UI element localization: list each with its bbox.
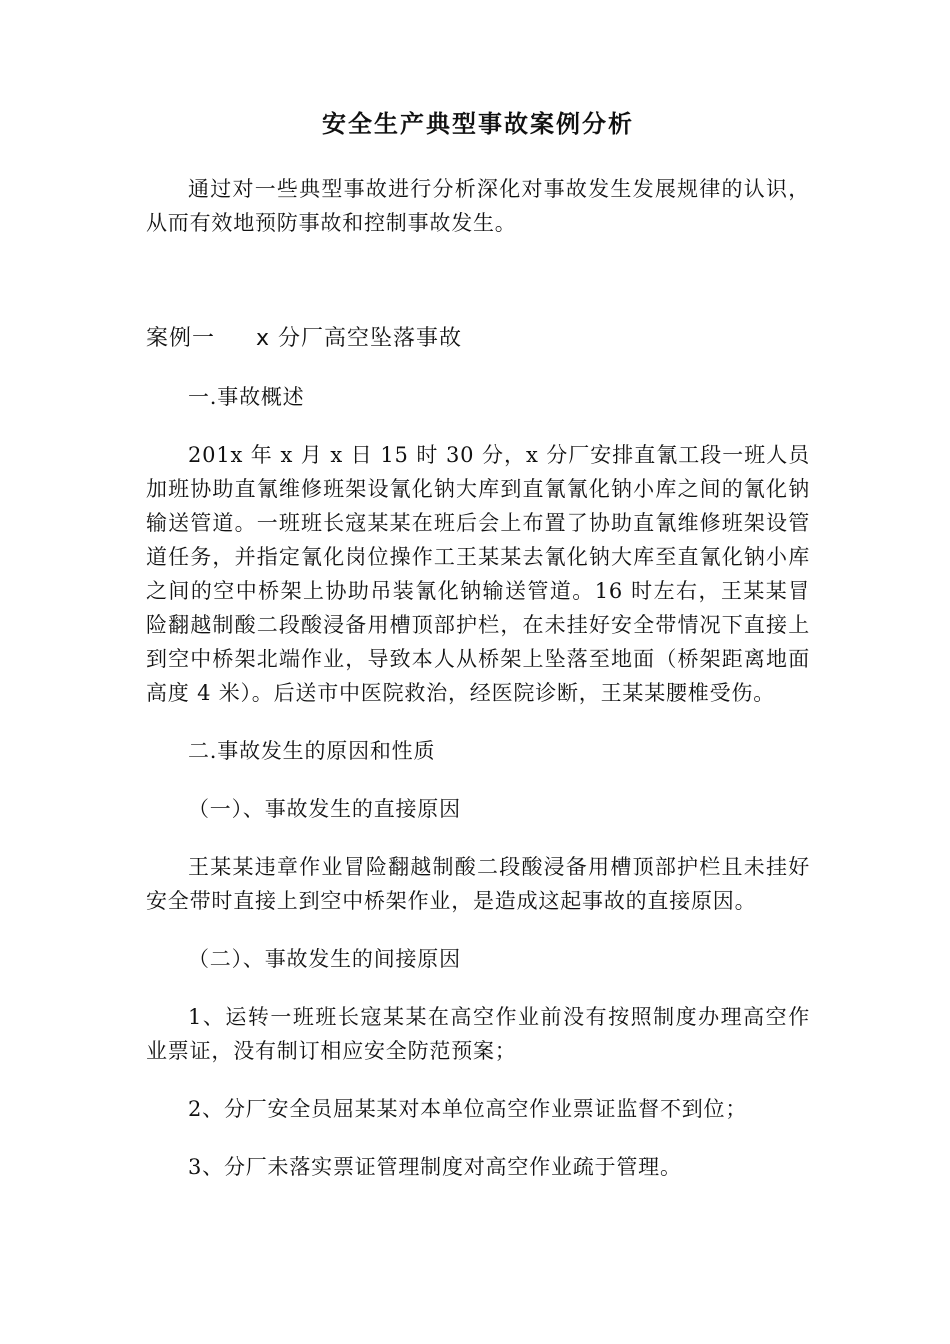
indirect-cause-item: 2、分厂安全员屈某某对本单位高空作业票证监督不到位； [188, 1097, 748, 1121]
case-title: x 分厂高空坠落事故 [256, 326, 463, 351]
case-heading [146, 322, 810, 356]
indirect-cause-item: 3、分厂未落实票证管理制度对高空作业疏于管理。 [188, 1155, 682, 1179]
overview-paragraph: 201x 年 x 月 x 日 15 时 30 分，x 分厂安排直氰工段一班人员加班协助直氰维修班架设氰化钠大库到直氰氰化钠小库之间的氰化钠输送管道。一班班长寇某某在班后会上布置了协助直氰维修班架设管道任务，并指定氰化岗位操作工王某某去氰化钠大库至直氰化钠小库之间的空中桥架上协助吊装氰化钠输送管道。16 时左右，王某某冒险翻越制酸二段酸浸备用槽顶部护栏，在未挂好安全带情况下直接上到空中桥架北端作业，导致本人从桥架上坠落至地面（桥架距离地面高度 4 米）。后送市中医院救治，经医院诊断，王某某腰椎受伤。 [146, 443, 810, 705]
indirect-cause-item: 1、运转一班班长寇某某在高空作业前没有按照制度办理高空作业票证，没有制订相应安全防范预案； [146, 1005, 810, 1063]
direct-cause-heading: （一）、事故发生的直接原因 [188, 797, 461, 821]
cause-heading: 二.事故发生的原因和性质 [188, 739, 436, 763]
document-title: 安全生产典型事故案例分析 [322, 110, 634, 138]
indirect-cause-heading: （二）、事故发生的间接原因 [188, 947, 461, 971]
document-body [146, 106, 810, 1184]
direct-cause-paragraph: 王某某违章作业冒险翻越制酸二段酸浸备用槽顶部护栏且未挂好安全带时直接上到空中桥架作业，是造成这起事故的直接原因。 [146, 855, 810, 913]
intro-paragraph: 通过对一些典型事故进行分析深化对事故发生发展规律的认识，从而有效地预防事故和控制事故发生。 [146, 177, 810, 235]
case-label: 案例一 [146, 326, 216, 351]
overview-heading: 一.事故概述 [188, 385, 305, 409]
